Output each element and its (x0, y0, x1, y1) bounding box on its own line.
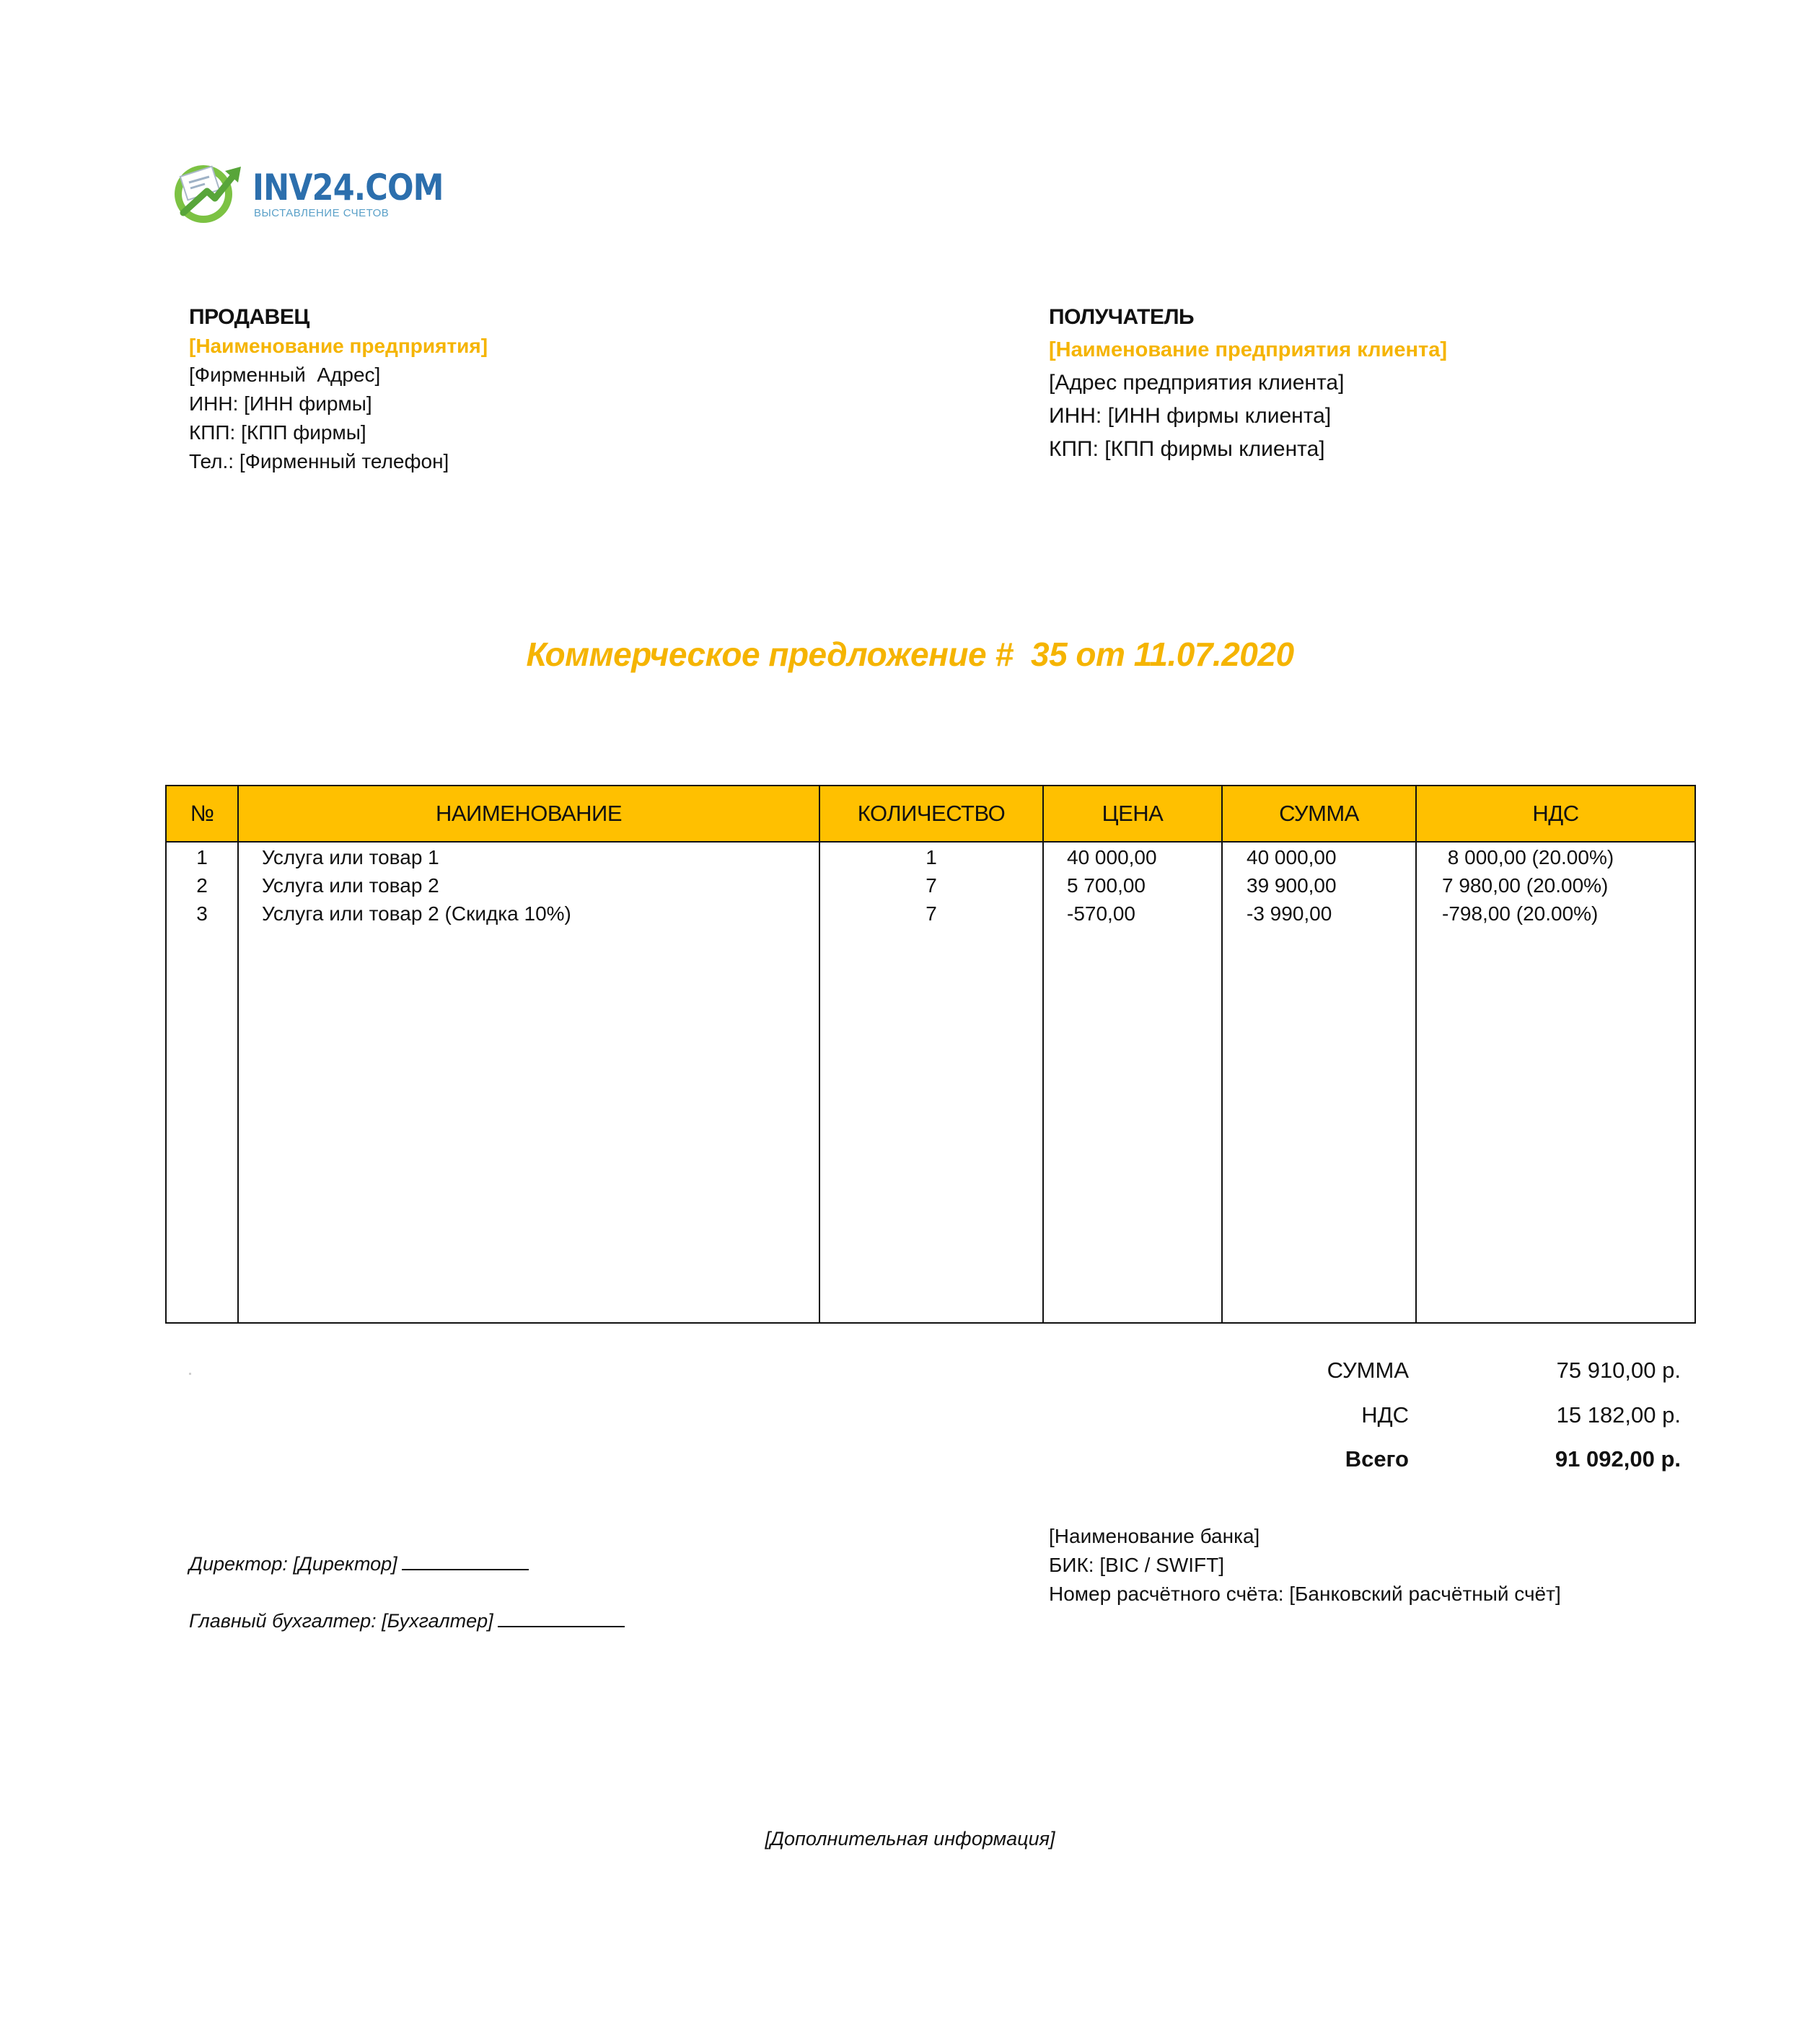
row-2-num: 2 (196, 874, 208, 897)
column-divider (237, 786, 239, 1322)
header-sum: СУММА (1279, 801, 1359, 826)
director-signature (189, 1553, 529, 1575)
seller-heading: ПРОДАВЕЦ (189, 305, 309, 329)
accountant-label: Главный бухгалтер: [Бухгалтер] (189, 1610, 493, 1632)
logo-subtitle: ВЫСТАВЛЕНИЕ СЧЕТОВ (254, 207, 390, 219)
bank-account: Номер расчётного счёта: [Банковский расчётный счёт] (1049, 1583, 1561, 1605)
row-2-price: 5 700,00 (1067, 874, 1146, 897)
seller-phone: Тел.: [Фирменный телефон] (189, 450, 449, 472)
director-signature-line (402, 1569, 529, 1570)
seller-company: [Наименование предприятия] (189, 335, 488, 357)
seller-inn: ИНН: [ИНН фирмы] (189, 392, 372, 415)
row-1-name: Услуга или товар 1 (262, 846, 439, 868)
seller-block (189, 303, 488, 476)
bank-details (1049, 1522, 1561, 1609)
row-2-name: Услуга или товар 2 (262, 874, 439, 897)
row-2-sum: 39 900,00 (1247, 874, 1337, 897)
column-divider (1042, 786, 1044, 1322)
row-3-num: 3 (196, 902, 208, 925)
row-2-vat: 7 980,00 (20.00%) (1442, 874, 1609, 897)
additional-info: [Дополнительная информация] (765, 1828, 1055, 1850)
company-logo (167, 155, 444, 227)
row-1-qty: 1 (926, 846, 937, 868)
accountant-signature-line (498, 1626, 625, 1627)
row-1-num: 1 (196, 846, 208, 868)
accountant-signature (189, 1610, 625, 1632)
logo-check-arrow-icon (167, 155, 247, 227)
totals-grand-label: Всего (1345, 1446, 1409, 1472)
row-3-vat: -798,00 (20.00%) (1442, 902, 1599, 925)
row-2-qty: 7 (926, 874, 937, 897)
header-price: ЦЕНА (1102, 801, 1164, 826)
buyer-company: [Наименование предприятия клиента] (1049, 338, 1447, 361)
stray-mark (189, 1373, 191, 1375)
buyer-kpp: КПП: [КПП фирмы клиента] (1049, 437, 1325, 461)
totals-grand-value: 91 092,00 р. (1555, 1446, 1681, 1472)
bank-bic: БИК: [BIC / SWIFT] (1049, 1554, 1225, 1576)
seller-kpp: КПП: [КПП фирмы] (189, 421, 366, 444)
totals-sum-value: 75 910,00 р. (1556, 1358, 1681, 1383)
bank-name: [Наименование банка] (1049, 1525, 1260, 1547)
column-divider (1221, 786, 1223, 1322)
header-name: НАИМЕНОВАНИЕ (435, 801, 622, 826)
director-label: Директор: [Директор] (189, 1553, 397, 1575)
header-qty: КОЛИЧЕСТВО (857, 801, 1006, 826)
totals-vat-label: НДС (1361, 1402, 1409, 1428)
row-1-price: 40 000,00 (1067, 846, 1157, 868)
totals-vat-value: 15 182,00 р. (1556, 1402, 1681, 1428)
header-num: № (190, 801, 214, 826)
row-3-name: Услуга или товар 2 (Скидка 10%) (262, 902, 571, 925)
seller-address: [Фирменный Адрес] (189, 364, 381, 386)
row-3-qty: 7 (926, 902, 937, 925)
buyer-address: [Адрес предприятия клиента] (1049, 371, 1345, 395)
header-vat: НДС (1532, 801, 1579, 826)
buyer-inn: ИНН: [ИНН фирмы клиента] (1049, 404, 1332, 428)
row-1-vat: 8 000,00 (20.00%) (1442, 846, 1614, 868)
column-divider (1415, 786, 1417, 1322)
buyer-heading: ПОЛУЧАТЕЛЬ (1049, 305, 1195, 329)
totals-sum-label: СУММА (1327, 1358, 1409, 1383)
row-1-sum: 40 000,00 (1247, 846, 1337, 868)
items-table (165, 785, 1696, 1324)
row-3-sum: -3 990,00 (1247, 902, 1332, 925)
document-title: Коммерческое предложение # 35 от 11.07.2020 (526, 635, 1294, 673)
row-3-price: -570,00 (1067, 902, 1135, 925)
logo-text: INV24.COM (252, 167, 444, 208)
buyer-block (1049, 302, 1447, 466)
